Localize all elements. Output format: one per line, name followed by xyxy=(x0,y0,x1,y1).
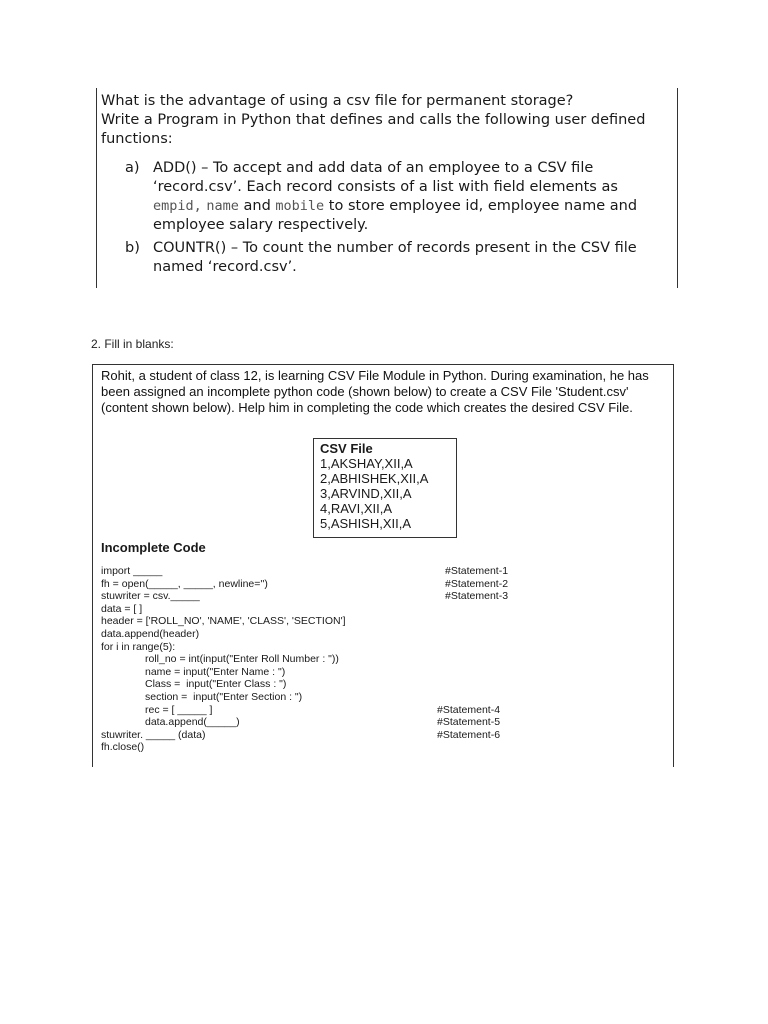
incomplete-code-title: Incomplete Code xyxy=(101,540,206,555)
code-line xyxy=(101,741,601,754)
csv-row: 1,AKSHAY,XII,A xyxy=(320,456,413,471)
item-a-line-3-rest: to store employee id, employee name and xyxy=(328,198,638,214)
code-text: rec = [ _____ ] xyxy=(145,703,213,716)
statement-label: #Statement-1 xyxy=(445,565,509,577)
code-line xyxy=(101,678,601,691)
code-line xyxy=(101,578,601,591)
item-a-line-3 xyxy=(153,197,637,216)
code-line xyxy=(101,653,601,666)
code-line xyxy=(101,590,601,603)
statement-label: #Statement-2 xyxy=(445,577,509,590)
code-text: roll_no = int(input("Enter Roll Number : ")) xyxy=(145,653,339,666)
code-text: name = input("Enter Name : ") xyxy=(145,665,286,678)
statement-label: #Statement-6 xyxy=(437,728,501,741)
code-line xyxy=(101,716,601,729)
question-1-image xyxy=(96,88,678,288)
code-text: data = [ ] xyxy=(101,602,143,615)
code-line xyxy=(101,628,601,641)
code-empid: empid, xyxy=(153,198,202,214)
code-line xyxy=(101,704,601,717)
code-text: Class = input("Enter Class : ") xyxy=(145,678,287,691)
code-mobile: mobile xyxy=(275,198,325,214)
code-text: import _____ xyxy=(101,565,163,577)
question-2-label: 2. Fill in blanks: xyxy=(91,337,174,351)
item-a-line-2: ‘record.csv’. Each record consists of a list with field elements as xyxy=(153,179,618,195)
statement-label: #Statement-4 xyxy=(437,703,501,716)
code-line xyxy=(101,666,601,679)
code-line xyxy=(101,729,601,742)
q1-item-b xyxy=(125,239,677,277)
code-line xyxy=(101,603,601,616)
code-text: data.append(_____) xyxy=(145,716,240,729)
item-b-line-1: COUNTR() – To count the number of records present in the CSV file xyxy=(153,240,637,256)
code-text: fh.close() xyxy=(101,741,145,754)
item-a-line-4: employee salary respectively. xyxy=(153,217,369,233)
item-b-label: b) xyxy=(125,240,140,256)
csv-file-box xyxy=(313,438,457,538)
incomplete-code-block xyxy=(101,565,601,754)
csv-file-title: CSV File xyxy=(320,441,373,456)
code-line xyxy=(101,691,601,704)
item-a-label: a) xyxy=(125,160,140,176)
item-b-line-2: named ‘record.csv’. xyxy=(153,259,297,275)
csv-row: 4,RAVI,XII,A xyxy=(320,501,393,516)
csv-row: 3,ARVIND,XII,A xyxy=(320,486,412,501)
code-line xyxy=(101,615,601,628)
question-2-image xyxy=(92,364,674,767)
code-line xyxy=(101,565,601,578)
code-text: fh = open(_____, _____, newline='') xyxy=(101,577,268,590)
csv-row: 5,ASHISH,XII,A xyxy=(320,516,412,531)
and-text: and xyxy=(243,198,271,214)
code-text: stuwriter = csv._____ xyxy=(101,590,200,603)
code-text: section = input("Enter Section : ") xyxy=(145,690,303,703)
statement-label: #Statement-5 xyxy=(437,716,501,729)
code-text: data.append(header) xyxy=(101,627,200,640)
statement-label: #Statement-3 xyxy=(445,590,509,603)
code-text: for i in range(5): xyxy=(101,640,176,653)
q1-line-1: What is the advantage of using a csv file for permanent storage? xyxy=(101,93,574,109)
code-line xyxy=(101,641,601,654)
code-text: header = ['ROLL_NO', 'NAME', 'CLASS', 'SECTION'] xyxy=(101,615,346,628)
q2-intro: Rohit, a student of class 12, is learning CSV File Module in Python. During examination, he has been assigned an incomplete python code (shown below) to create a CSV File 'Student.csv' (content shown below). Help him in completing the code which creates the desired CSV File. xyxy=(101,368,649,415)
q1-line-2: Write a Program in Python that defines and calls the following user defined xyxy=(101,112,646,128)
q1-item-a xyxy=(125,159,677,235)
item-a-line-1: ADD() – To accept and add data of an employee to a CSV file xyxy=(153,160,594,176)
q1-line-3: functions: xyxy=(101,131,173,147)
code-name: name xyxy=(206,198,239,214)
code-text: stuwriter. _____ (data) xyxy=(101,728,206,741)
csv-row: 2,ABHISHEK,XII,A xyxy=(320,471,429,486)
